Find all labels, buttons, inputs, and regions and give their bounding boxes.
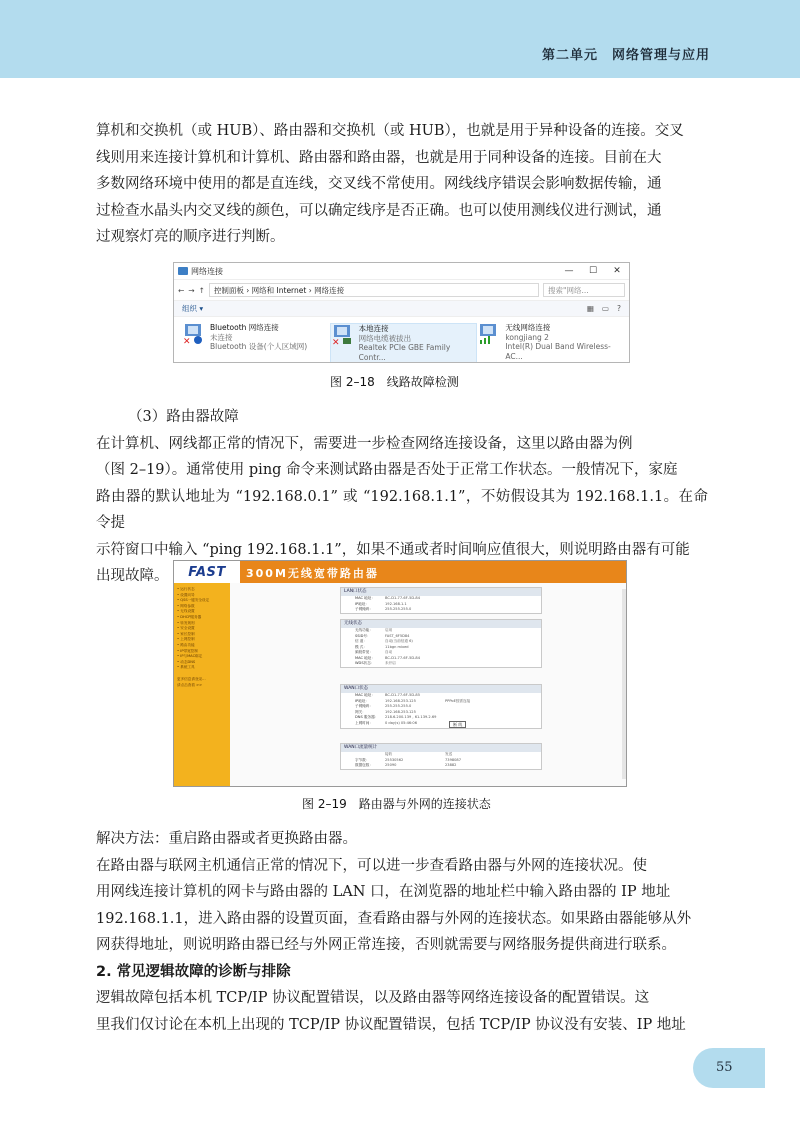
router-status-page — [173, 560, 627, 787]
field-label: 字节数： — [355, 757, 370, 762]
text-line: 192.168.1.1，进入路由器的设置页面，查看路由器与外网的连接状态。如果路由器能够从外 — [96, 910, 692, 927]
field-label: 无线功能： — [355, 628, 373, 632]
field-value: FAST_6F5D84 — [385, 633, 410, 638]
field-value: 192.168.253.125 — [385, 709, 416, 714]
text-line: 逻辑故障包括本机 TCP/IP 协议配置错误，以及路由器等网络连接设备的配置错误。这 — [96, 990, 650, 1006]
menu-item[interactable]: • DHCP服务器 — [177, 614, 202, 619]
text-line: 在计算机、网线都正常的情况下，需要进一步检查网络连接设备，这里以路由器为例 — [96, 435, 633, 452]
scrollbar[interactable] — [622, 589, 626, 779]
unit-title: 第二单元 网络管理与应用 — [541, 48, 710, 63]
svg-text:✕: ✕ — [183, 337, 191, 345]
connection-name: 本地连接 — [358, 324, 389, 333]
field-value: 自动(当前信道 6) — [385, 639, 413, 643]
field-value: BC-D1-77-6F-5D-84 — [385, 596, 421, 600]
wireless-adapter-icon — [477, 323, 499, 345]
wan-status-panel — [340, 684, 542, 729]
connection-device: Bluetooth 设备(个人区域网) — [210, 342, 308, 351]
router-side-menu — [174, 583, 230, 787]
organize-button[interactable]: 组织 ▾ — [182, 304, 204, 313]
figure-caption: 图 2–19 路由器与外网的连接状态 — [302, 797, 491, 811]
menu-item[interactable]: • 动态DNS — [177, 659, 196, 664]
field-value: 255.255.255.0 — [385, 704, 412, 708]
column-header: 接收 — [385, 752, 393, 756]
text-line: 用网线连接计算机的网卡与路由器的 LAN 口，在浏览器的地址栏中输入路由器的 IP 地址 — [96, 884, 671, 900]
field-label: 频段带宽： — [355, 650, 373, 654]
field-label: WDS状态： — [355, 661, 375, 665]
network-connections-window — [173, 262, 630, 363]
panel-title: LAN口状态 — [341, 588, 541, 596]
menu-item[interactable]: • 上网控制 — [177, 637, 195, 642]
wireless-status-panel — [340, 619, 542, 668]
preview-pane-icon[interactable]: ▭ — [601, 304, 610, 313]
text-line: 路由器的默认地址为 “192.168.0.1” 或 “192.168.1.1”，不妨假设其为 192.168.1.1。在命令提 — [96, 488, 708, 531]
network-folder-icon — [178, 267, 188, 275]
field-value: 11bgn mixed — [385, 644, 409, 649]
field-label: 上网时间： — [355, 720, 373, 725]
router-main — [230, 583, 627, 787]
field-label: IP地址： — [355, 601, 370, 606]
text-line: 线则用来连接计算机和计算机、路由器和路由器，也就是用于同种设备的连接。目前在大 — [96, 149, 662, 166]
field-value: 23882 — [445, 763, 457, 767]
field-label: 数据包数： — [355, 763, 373, 767]
text-line: 多数网络环境中使用的都是直连线，交叉线不常使用。网线线序错误会影响数据传输，通 — [96, 176, 662, 192]
field-label: SSID号： — [355, 633, 371, 638]
address-row — [174, 280, 629, 300]
router-header — [174, 561, 627, 583]
column-header: 发送 — [445, 752, 453, 756]
page-number: 55 — [716, 1060, 733, 1075]
menu-item[interactable]: • IP与MAC绑定 — [177, 654, 203, 659]
connection-item-bluetooth[interactable] — [182, 323, 330, 363]
menu-item[interactable]: • 系统工具 — [177, 665, 195, 670]
text-line: 过观察灯亮的顺序进行判断。 — [96, 229, 285, 245]
explorer-toolbar — [174, 300, 629, 317]
section-heading: 2. 常见逻辑故障的诊断与排除 — [96, 963, 291, 980]
field-value: 192.168.253.125 — [385, 698, 416, 703]
field-label: DNS 服务器： — [355, 715, 379, 719]
menu-item[interactable]: • 安全设置 — [177, 626, 195, 631]
window-titlebar — [174, 263, 629, 280]
connection-device: Intel(R) Dual Band Wireless-AC... — [505, 342, 611, 361]
view-options-icon[interactable]: ▦ — [586, 304, 594, 313]
field-label: 子网掩码： — [355, 704, 373, 708]
bluetooth-adapter-icon — [182, 323, 204, 345]
connection-mode: PPPoE按需连接 — [445, 698, 471, 703]
figure-caption: 图 2–18 线路故障检测 — [330, 375, 459, 389]
field-value: 25090 — [385, 763, 397, 767]
panel-title: WAN口流量统计 — [341, 744, 541, 752]
menu-item[interactable]: • 无线设置 — [177, 609, 195, 614]
text-line: 网获得地址，则说明路由器已经与外网正常连接，否则就需要与网络服务提供商进行联系。 — [96, 937, 676, 953]
solution-section — [96, 826, 708, 1038]
back-icon[interactable]: ← — [178, 285, 185, 295]
address-bar[interactable]: 控制面板 › 网络和 Internet › 网络连接 — [209, 283, 539, 297]
field-value: BC-D1-77-6F-5D-85 — [385, 693, 421, 697]
lan-status-panel — [340, 587, 542, 614]
field-label: 网关： — [355, 709, 366, 714]
menu-item[interactable]: • 家长控制 — [177, 631, 195, 636]
section-heading: （3）路由器故障 — [128, 409, 239, 425]
text-line: 里我们仅讨论在本机上出现的 TCP/IP 协议配置错误，包括 TCP/IP 协议没有安装、IP 地址 — [96, 1016, 686, 1033]
connection-status: 未连接 — [210, 332, 233, 342]
field-label: 模 式： — [355, 644, 367, 649]
menu-item[interactable]: • 路由功能 — [177, 642, 195, 647]
connection-device: Realtek PCIe GBE Family Contr... — [358, 343, 451, 362]
window-title: 网络连接 — [191, 266, 223, 276]
field-value: 218.6.200.139 , 61.139.2.69 — [385, 715, 437, 719]
connection-item-local[interactable] — [330, 323, 478, 363]
text-line: 解决方法：重启路由器或者更换路由器。 — [96, 831, 357, 847]
intro-paragraph — [96, 118, 708, 251]
text-line: 示符窗口中输入 “ping 192.168.1.1”，如果不通或者时间响应值很大，则说明路由器有可能 — [96, 541, 690, 558]
menu-item[interactable]: • 设置向导 — [177, 592, 195, 597]
field-value: 7398087 — [445, 757, 462, 762]
field-value: 0 day(s) 05:46:06 — [385, 720, 417, 725]
router-logo: FAST — [174, 561, 240, 583]
search-input[interactable]: 搜索"网络... — [543, 283, 625, 297]
connection-item-wireless[interactable] — [477, 323, 625, 363]
text-line: 算机和交换机（或 HUB）、路由器和交换机（或 HUB），也就是用于异种设备的连接。交叉 — [96, 123, 684, 139]
maximize-button[interactable]: ☐ — [588, 266, 598, 276]
ethernet-adapter-icon — [331, 324, 353, 346]
router-title: 300M无线宽带路由器 — [246, 567, 379, 580]
field-value: 192.168.1.1 — [385, 601, 407, 606]
field-value: 自动 — [385, 650, 393, 654]
connection-name: Bluetooth 网络连接 — [210, 323, 279, 332]
forward-icon[interactable]: → — [188, 285, 195, 295]
minimize-button[interactable]: — — [564, 266, 574, 276]
field-label: IP地址： — [355, 698, 370, 703]
disconnect-button[interactable]: 断 线 — [449, 721, 466, 728]
menu-item[interactable]: • IP带宽控制 — [177, 648, 198, 653]
field-value: BC-D1-77-6F-5D-84 — [385, 655, 421, 660]
field-value: 255.255.255.0 — [385, 607, 412, 611]
field-label: 信 道： — [355, 639, 367, 643]
connection-status: 网络电缆被拔出 — [358, 333, 412, 343]
field-value: 25530562 — [385, 757, 404, 762]
side-footer-link[interactable]: 请点击查看 >> — [177, 682, 203, 687]
text-line: 出现故障。 — [96, 568, 169, 584]
panel-title: WAN口状态 — [341, 685, 541, 693]
up-icon[interactable]: ↑ — [198, 285, 205, 295]
header-band — [0, 0, 800, 78]
connection-status: kongjiang 2 — [505, 332, 549, 342]
menu-item[interactable]: • QSS一键安全设定 — [177, 598, 210, 603]
field-value: 启用 — [385, 628, 393, 632]
connection-list — [174, 317, 629, 363]
menu-item[interactable]: • 网络参数 — [177, 603, 195, 608]
text-line: 过检查水晶头内交叉线的颜色，可以确定线序是否正确。也可以使用测线仪进行测试，通 — [96, 202, 662, 219]
text-line: （图 2–19）。通常使用 ping 命令来测试路由器是否处于正常工作状态。一般情况下，家庭 — [96, 462, 678, 478]
connection-name: 无线网络连接 — [505, 323, 551, 332]
field-label: MAC 地址： — [355, 655, 375, 660]
wan-traffic-panel — [340, 743, 542, 770]
text-line: 在路由器与联网主机通信正常的情况下，可以进一步查看路由器与外网的连接状况。使 — [96, 857, 647, 874]
svg-text:✕: ✕ — [331, 338, 340, 346]
field-value: 未开启 — [385, 661, 396, 665]
menu-item[interactable]: • 运行状态 — [177, 587, 195, 591]
close-button[interactable]: ✕ — [613, 266, 621, 276]
help-icon[interactable]: ? — [617, 304, 621, 313]
panel-title: 无线状态 — [341, 620, 541, 628]
field-label: 子网掩码： — [355, 607, 373, 611]
side-footer-text: 更多信息请登录... — [177, 676, 206, 681]
menu-item[interactable]: • 转发规则 — [177, 620, 195, 625]
field-label: MAC 地址： — [355, 693, 375, 697]
field-label: MAC 地址： — [355, 596, 375, 600]
